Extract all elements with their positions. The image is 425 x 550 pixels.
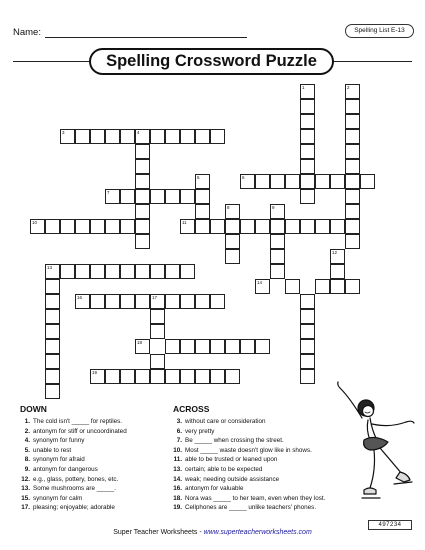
- clue-item-text: synonym for calm: [33, 494, 83, 502]
- crossword-cell[interactable]: [345, 279, 360, 294]
- crossword-cell[interactable]: [120, 189, 135, 204]
- crossword-cell[interactable]: [90, 369, 105, 384]
- crossword-cell[interactable]: [345, 189, 360, 204]
- crossword-cell[interactable]: [60, 264, 75, 279]
- crossword-cell[interactable]: [360, 174, 375, 189]
- crossword-cell[interactable]: [300, 219, 315, 234]
- clue-item: [14, 485, 116, 493]
- clue-item: [14, 437, 84, 445]
- crossword-cell[interactable]: [270, 249, 285, 264]
- crossword-cell[interactable]: [195, 129, 210, 144]
- crossword-cell[interactable]: [180, 264, 195, 279]
- clue-item-text: synonym for afraid: [33, 456, 85, 464]
- clue-item-number: 16.: [173, 485, 182, 493]
- crossword-cell[interactable]: [135, 174, 150, 189]
- crossword-cell[interactable]: [210, 294, 225, 309]
- crossword-cell[interactable]: [30, 219, 45, 234]
- clue-number: 3: [62, 130, 65, 135]
- clue-item-text: very pretty: [185, 427, 215, 435]
- crossword-cell[interactable]: [75, 219, 90, 234]
- crossword-cell[interactable]: [135, 339, 150, 354]
- crossword-cell[interactable]: [180, 189, 195, 204]
- crossword-cell[interactable]: [105, 219, 120, 234]
- page-title: Spelling Crossword Puzzle: [89, 48, 334, 75]
- clue-item-number: 2.: [24, 427, 30, 435]
- clue-item-text: Cellphones are _____ unlike teachers' phones.: [185, 504, 317, 512]
- crossword-cell[interactable]: [75, 264, 90, 279]
- crossword-cell[interactable]: [195, 219, 210, 234]
- clue-number: 18: [137, 340, 143, 345]
- clue-item-number: 13.: [21, 485, 30, 493]
- across-heading: ACROSS: [173, 404, 210, 414]
- clue-item: [14, 466, 98, 474]
- crossword-cell[interactable]: [165, 339, 180, 354]
- clue-item-number: 9.: [24, 466, 30, 473]
- crossword-cell[interactable]: [300, 99, 315, 114]
- clue-item-text: synonym for funny: [33, 437, 85, 445]
- crossword-cell[interactable]: [150, 264, 165, 279]
- crossword-cell[interactable]: [270, 204, 285, 219]
- clue-item: [14, 428, 127, 436]
- footer-brand: Super Teacher Worksheets -: [113, 529, 204, 536]
- clue-number: 9: [272, 205, 275, 210]
- crossword-cell[interactable]: [120, 369, 135, 384]
- clue-item-text: Most _____ waste doesn't glow like in shows.: [185, 446, 312, 454]
- clue-item-text: e.g., glass, pottery, bones, etc.: [33, 475, 119, 483]
- crossword-cell[interactable]: [345, 144, 360, 159]
- crossword-cell[interactable]: [345, 174, 360, 189]
- crossword-cell[interactable]: [240, 174, 255, 189]
- crossword-cell[interactable]: [195, 369, 210, 384]
- crossword-cell[interactable]: [315, 219, 330, 234]
- clue-item-text: weak; needing outside assistance: [185, 475, 280, 483]
- clue-item-text: pleasing; enjoyable; adorable: [33, 504, 115, 512]
- clue-item-number: 18.: [173, 494, 182, 502]
- crossword-cell[interactable]: [300, 84, 315, 99]
- clue-item-number: 19.: [173, 504, 182, 512]
- crossword-cell[interactable]: [165, 189, 180, 204]
- crossword-cell[interactable]: [165, 369, 180, 384]
- clue-number: 10: [32, 220, 38, 225]
- clue-item-text: Nora was _____ to her team, even when they lost.: [185, 494, 326, 502]
- crossword-cell[interactable]: [345, 99, 360, 114]
- crossword-cell[interactable]: [105, 369, 120, 384]
- clue-item: [166, 437, 284, 445]
- crossword-cell[interactable]: [120, 129, 135, 144]
- crossword-cell[interactable]: [315, 279, 330, 294]
- crossword-cell[interactable]: [300, 129, 315, 144]
- clue-number: 17: [152, 295, 158, 300]
- clue-number: 5: [197, 175, 200, 180]
- crossword-cell[interactable]: [210, 369, 225, 384]
- crossword-cell[interactable]: [240, 339, 255, 354]
- crossword-cell[interactable]: [60, 129, 75, 144]
- crossword-cell[interactable]: [225, 204, 240, 219]
- crossword-cell[interactable]: [150, 369, 165, 384]
- worksheet-code: 497234: [368, 520, 412, 530]
- clue-item-text: Some mushrooms are _____.: [33, 485, 116, 493]
- crossword-cell[interactable]: [270, 219, 285, 234]
- clue-item-number: 11.: [173, 456, 182, 464]
- clue-item-text: The cold isn't _____ for reptiles.: [33, 418, 123, 425]
- crossword-cell[interactable]: [300, 309, 315, 324]
- crossword-cell[interactable]: [255, 279, 270, 294]
- crossword-cell[interactable]: [135, 234, 150, 249]
- clue-item-text: certain; able to be expected: [185, 466, 263, 473]
- crossword-cell[interactable]: [255, 174, 270, 189]
- clue-item-number: 1.: [24, 418, 30, 425]
- crossword-cell[interactable]: [285, 219, 300, 234]
- crossword-cell[interactable]: [45, 339, 60, 354]
- crossword-cell[interactable]: [135, 369, 150, 384]
- crossword-cell[interactable]: [120, 294, 135, 309]
- clue-number: 6: [242, 175, 245, 180]
- name-label: Name:: [13, 27, 41, 38]
- crossword-cell[interactable]: [135, 264, 150, 279]
- crossword-cell[interactable]: [90, 219, 105, 234]
- clue-item-number: 17.: [21, 504, 30, 512]
- clue-number: 19: [92, 370, 98, 375]
- crossword-cell[interactable]: [90, 129, 105, 144]
- crossword-cell[interactable]: [120, 219, 135, 234]
- clue-number: 12: [332, 250, 338, 255]
- crossword-cell[interactable]: [105, 294, 120, 309]
- crossword-cell[interactable]: [150, 294, 165, 309]
- crossword-cell[interactable]: [225, 249, 240, 264]
- crossword-cell[interactable]: [135, 219, 150, 234]
- clue-item: [166, 418, 266, 426]
- crossword-cell[interactable]: [45, 384, 60, 399]
- crossword-cell[interactable]: [105, 189, 120, 204]
- clue-number: 2: [347, 85, 350, 90]
- crossword-cell[interactable]: [210, 219, 225, 234]
- crossword-cell[interactable]: [105, 129, 120, 144]
- clue-item: [14, 447, 71, 455]
- crossword-cell[interactable]: [180, 219, 195, 234]
- crossword-cell[interactable]: [225, 219, 240, 234]
- clue-item-number: 14.: [173, 475, 182, 483]
- crossword-cell[interactable]: [90, 294, 105, 309]
- clue-item: [166, 485, 243, 493]
- crossword-cell[interactable]: [150, 189, 165, 204]
- crossword-cell[interactable]: [45, 264, 60, 279]
- crossword-cell[interactable]: [300, 114, 315, 129]
- crossword-cell[interactable]: [345, 219, 360, 234]
- crossword-cell[interactable]: [150, 324, 165, 339]
- crossword-cell[interactable]: [45, 324, 60, 339]
- crossword-cell[interactable]: [330, 279, 345, 294]
- crossword-cell[interactable]: [45, 369, 60, 384]
- clue-item-number: 7.: [176, 437, 182, 445]
- clue-item-number: 6.: [176, 427, 182, 435]
- clue-item-number: 12.: [21, 475, 30, 483]
- clue-item-number: 15.: [21, 494, 30, 502]
- down-heading: DOWN: [20, 404, 47, 414]
- crossword-cell[interactable]: [345, 114, 360, 129]
- clue-item: [166, 447, 312, 455]
- crossword-cell[interactable]: [255, 339, 270, 354]
- crossword-cell[interactable]: [300, 324, 315, 339]
- clue-number: 7: [107, 190, 110, 195]
- crossword-cell[interactable]: [180, 129, 195, 144]
- crossword-cell[interactable]: [300, 144, 315, 159]
- crossword-cell[interactable]: [285, 174, 300, 189]
- crossword-cell[interactable]: [105, 264, 120, 279]
- clue-item: [14, 456, 85, 464]
- crossword-cell[interactable]: [270, 174, 285, 189]
- clue-item-number: 8.: [24, 456, 30, 464]
- clue-number: 16: [77, 295, 83, 300]
- crossword-cell[interactable]: [90, 264, 105, 279]
- clue-item: [14, 504, 115, 512]
- crossword-cell[interactable]: [345, 84, 360, 99]
- crossword-cell[interactable]: [150, 354, 165, 369]
- clue-item: [14, 495, 82, 503]
- crossword-cell[interactable]: [345, 234, 360, 249]
- crossword-cell[interactable]: [330, 219, 345, 234]
- crossword-cell[interactable]: [45, 279, 60, 294]
- crossword-cell[interactable]: [150, 309, 165, 324]
- crossword-cell[interactable]: [75, 294, 90, 309]
- crossword-cell[interactable]: [270, 234, 285, 249]
- clue-item: [166, 495, 325, 503]
- clue-number: 1: [302, 85, 305, 90]
- clue-item-text: antonym for valuable: [185, 485, 244, 493]
- crossword-cell[interactable]: [300, 369, 315, 384]
- clue-number: 4: [137, 130, 140, 135]
- footer-url-link[interactable]: www.superteacherworksheets.com: [203, 529, 312, 536]
- crossword-cell[interactable]: [135, 204, 150, 219]
- crossword-cell[interactable]: [120, 264, 135, 279]
- crossword-cell[interactable]: [300, 159, 315, 174]
- crossword-cell[interactable]: [150, 129, 165, 144]
- crossword-cell[interactable]: [45, 219, 60, 234]
- clue-item-text: antonym for dangerous: [33, 466, 98, 473]
- clue-item: [14, 418, 122, 426]
- crossword-cell[interactable]: [180, 369, 195, 384]
- clue-item: [166, 466, 262, 474]
- crossword-cell[interactable]: [225, 339, 240, 354]
- clue-item: [166, 428, 214, 436]
- clue-item-text: antonym for stiff or uncoordinated: [33, 427, 127, 435]
- crossword-cell[interactable]: [165, 129, 180, 144]
- clue-item: [14, 476, 118, 484]
- clue-item-number: 4.: [24, 437, 30, 445]
- crossword-cell[interactable]: [195, 294, 210, 309]
- clue-item: [166, 456, 277, 464]
- clue-item-text: unable to rest: [33, 446, 72, 454]
- clue-number: 14: [257, 280, 263, 285]
- clue-number: 8: [227, 205, 230, 210]
- crossword-cell[interactable]: [300, 339, 315, 354]
- crossword-cell[interactable]: [210, 129, 225, 144]
- clue-item-number: 10.: [173, 446, 182, 454]
- crossword-cell[interactable]: [345, 159, 360, 174]
- crossword-cell[interactable]: [240, 219, 255, 234]
- clue-item: [166, 476, 279, 484]
- crossword-cell[interactable]: [195, 189, 210, 204]
- clue-item-number: 3.: [176, 418, 182, 425]
- footer-credit: [0, 529, 425, 536]
- crossword-cell[interactable]: [300, 189, 315, 204]
- spelling-list-badge: Spelling List E-13: [345, 24, 414, 38]
- clue-item-number: 5.: [24, 446, 30, 454]
- clue-number: 13: [47, 265, 53, 270]
- crossword-cell[interactable]: [300, 354, 315, 369]
- crossword-cell[interactable]: [330, 174, 345, 189]
- crossword-cell[interactable]: [165, 264, 180, 279]
- clue-item-text: able to be trusted or leaned upon: [185, 456, 278, 464]
- clue-item-number: 13.: [173, 466, 182, 473]
- crossword-cell[interactable]: [75, 129, 90, 144]
- crossword-cell[interactable]: [195, 339, 210, 354]
- crossword-cell[interactable]: [210, 339, 225, 354]
- crossword-cell[interactable]: [135, 189, 150, 204]
- clue-item-text: Be _____ when crossing the street.: [185, 437, 284, 445]
- crossword-cell[interactable]: [225, 234, 240, 249]
- crossword-cell[interactable]: [45, 294, 60, 309]
- crossword-cell[interactable]: [255, 219, 270, 234]
- crossword-cell[interactable]: [345, 204, 360, 219]
- crossword-cell[interactable]: [225, 369, 240, 384]
- crossword-cell[interactable]: [135, 294, 150, 309]
- crossword-cell[interactable]: [285, 279, 300, 294]
- crossword-cell[interactable]: [165, 294, 180, 309]
- crossword-cell[interactable]: [330, 264, 345, 279]
- crossword-cell[interactable]: [345, 129, 360, 144]
- crossword-cell[interactable]: [300, 294, 315, 309]
- crossword-cell[interactable]: [330, 249, 345, 264]
- crossword-cell[interactable]: [60, 219, 75, 234]
- crossword-cell[interactable]: [45, 354, 60, 369]
- crossword-cell[interactable]: [195, 204, 210, 219]
- crossword-cell[interactable]: [270, 264, 285, 279]
- crossword-cell[interactable]: [180, 294, 195, 309]
- ice-skater-illustration: [332, 378, 420, 518]
- crossword-cell[interactable]: [180, 339, 195, 354]
- clue-item-text: without care or consideration: [185, 418, 266, 425]
- clue-item: [166, 504, 316, 512]
- crossword-cell[interactable]: [45, 309, 60, 324]
- crossword-cell[interactable]: [300, 174, 315, 189]
- crossword-cell[interactable]: [315, 174, 330, 189]
- crossword-cell[interactable]: [135, 159, 150, 174]
- clue-number: 11: [182, 220, 187, 225]
- crossword-cell[interactable]: [135, 144, 150, 159]
- crossword-cell[interactable]: [195, 174, 210, 189]
- crossword-cell[interactable]: [135, 129, 150, 144]
